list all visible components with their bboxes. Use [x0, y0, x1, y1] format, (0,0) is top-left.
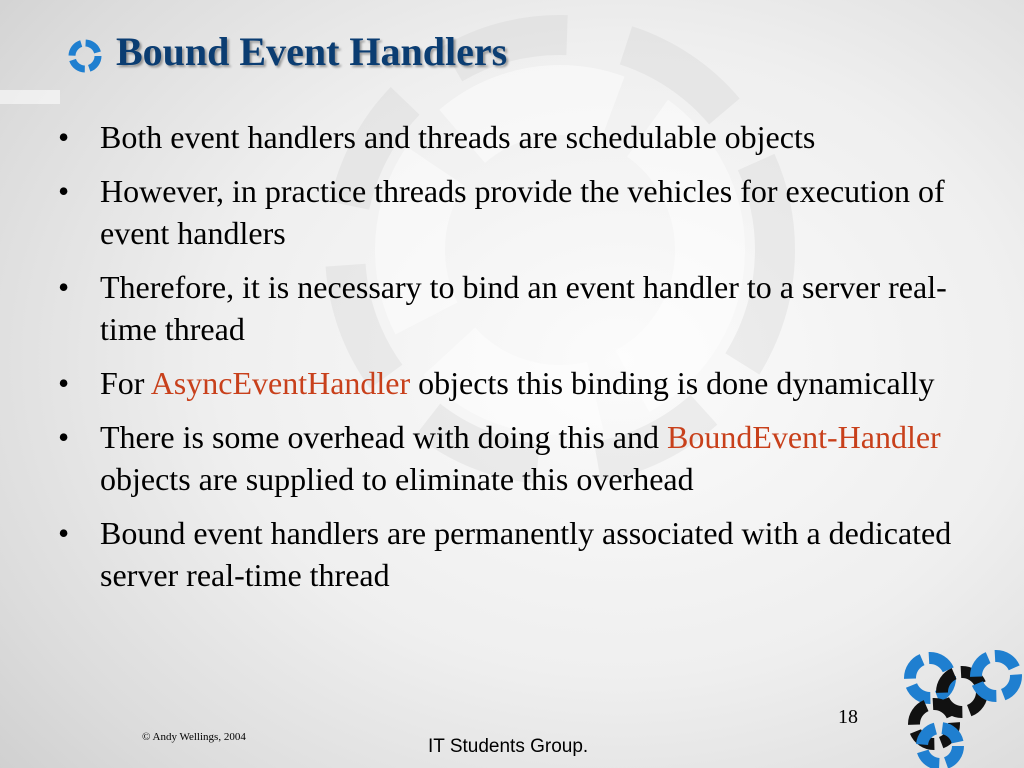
logo-ring-blue-2 — [976, 656, 1016, 696]
bullet-marker: • — [58, 119, 70, 155]
bullet-item — [58, 416, 968, 500]
bullet-marker: • — [58, 365, 70, 401]
ring-icon — [66, 37, 104, 75]
footer-group-name: IT Students Group. — [428, 736, 589, 757]
bullet-text: There is some overhead with doing this and — [100, 419, 667, 455]
bullet-item — [58, 266, 968, 350]
bullet-list — [58, 116, 968, 608]
bullet-marker: • — [58, 515, 70, 551]
bullet-marker: • — [58, 419, 70, 455]
highlighted-class-name: BoundEvent-Handler — [666, 419, 941, 455]
bullet-item — [58, 362, 968, 404]
bullet-item — [58, 512, 968, 596]
bullet-text: For — [100, 365, 151, 401]
bullet-text: Therefore, it is necessary to bind an event handler to a server real-time thread — [100, 269, 947, 347]
bullet-marker: • — [58, 173, 70, 209]
bullet-marker: • — [58, 269, 70, 305]
bullet-text: However, in practice threads provide the vehicles for execution of event handlers — [100, 173, 945, 251]
slide-title: Bound Event Handlers — [116, 29, 508, 74]
ring-cluster-logo — [900, 648, 1024, 768]
bullet-text: Both event handlers and threads are schedulable objects — [100, 119, 816, 155]
highlighted-class-name: AsyncEventHandler — [150, 365, 411, 401]
bullet-text: Bound event handlers are permanently associated with a dedicated server real-time thread — [100, 515, 952, 593]
bullet-text-continued: objects this binding is done dynamically — [410, 365, 935, 401]
header-accent-bar — [0, 90, 60, 104]
copyright-notice: © Andy Wellings, 2004 — [142, 731, 246, 743]
bullet-item — [58, 170, 968, 254]
bullet-text-continued: objects are supplied to eliminate this overhead — [100, 461, 694, 497]
bullet-item — [58, 116, 968, 158]
slide-number: 18 — [838, 706, 858, 728]
